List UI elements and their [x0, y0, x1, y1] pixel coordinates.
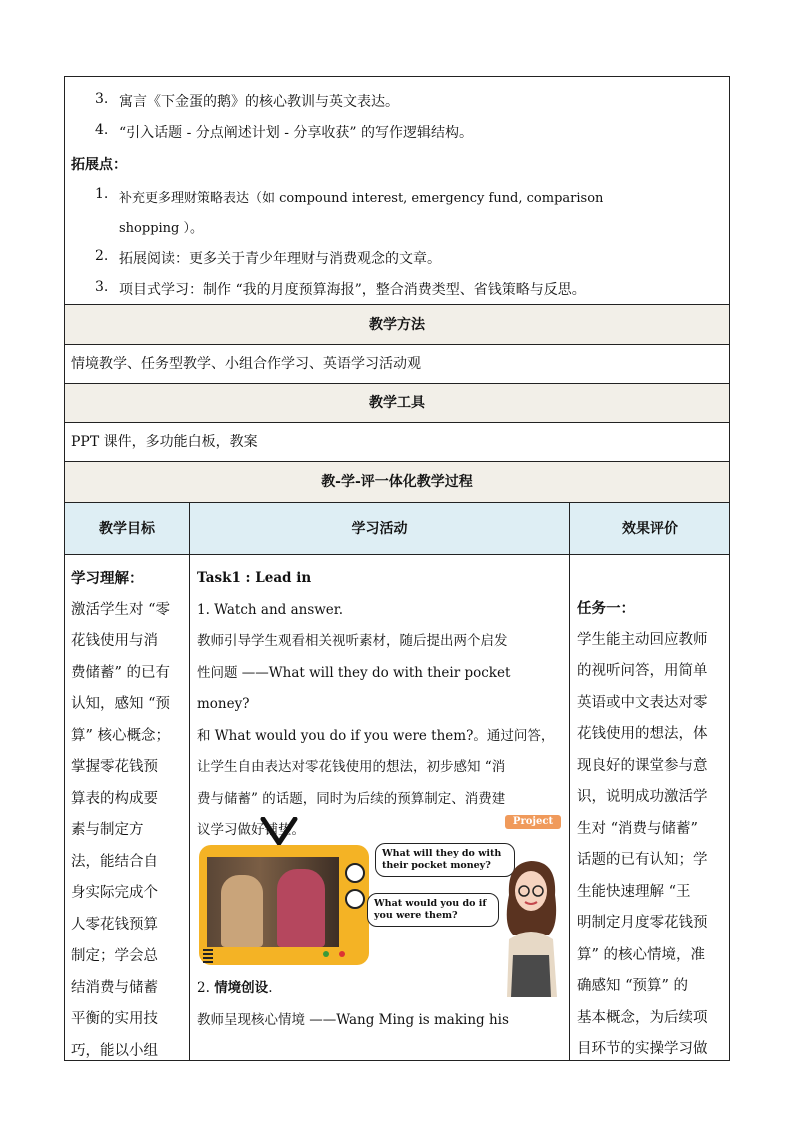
- activity-para-line: 性问题 ——What will they do with their pocket money?: [197, 664, 511, 712]
- step2-tail: .: [268, 980, 273, 996]
- tv-icon: [199, 845, 369, 965]
- activity-para-line: 让学生自由表达对零花钱使用的想法，初步感知 “消: [197, 759, 506, 775]
- activity-para-line: 教师引导学生观看相关视听素材，随后提出两个启发: [197, 633, 508, 649]
- eval-line: 英语或中文表达对零: [577, 694, 708, 711]
- lead-in-illustration: [199, 815, 554, 995]
- goal-line: 花钱使用与消: [71, 633, 158, 649]
- tools-content: PPT 课件，多功能白板，教案: [71, 434, 258, 450]
- goal-line: 算” 核心概念；: [71, 727, 171, 744]
- eval-line: 基本概念，为后续项: [577, 1009, 708, 1026]
- eval-title: 任务一：: [577, 600, 635, 617]
- goal-line: 巧，能以小组: [71, 1042, 158, 1059]
- activity-para-line: 费与储蓄” 的话题，同时为后续的预算制定、消费建: [197, 790, 506, 807]
- goal-line: 算表的构成要: [71, 790, 158, 807]
- tools-title: 教学工具: [369, 395, 425, 411]
- methods-content-row: [65, 344, 729, 383]
- methods-content: 情境教学、任务型教学、小组合作学习、英语学习活动观: [71, 356, 421, 372]
- tools-header: [65, 383, 729, 422]
- eval-line: 的视听问答，用简单: [577, 663, 708, 679]
- extension-3: 项目式学习：制作 “我的月度预算海报”，整合消费类型、省钱策略与反思。: [119, 282, 586, 298]
- step1-title: 1. Watch and answer.: [197, 601, 344, 618]
- eval-line: 学生能主动回应教师: [577, 631, 708, 648]
- eval-line: 现良好的课堂参与意: [577, 757, 708, 774]
- eval-line: 算” 的核心情境，准: [577, 946, 706, 963]
- key-point-4: “引入话题 - 分点阐述计划 - 分享收获” 的写作逻辑结构。: [119, 125, 474, 141]
- goal-column: [71, 563, 185, 1061]
- goal-line: 费储蓄” 的已有: [71, 664, 171, 681]
- goal-line: 法，能结合自: [71, 853, 158, 870]
- process-title: 教-学-评一体化教学过程: [321, 474, 473, 490]
- goal-line: 平衡的实用技: [71, 1011, 158, 1027]
- header-activity: 学习活动: [351, 521, 408, 537]
- goal-line: 结消费与储蓄: [71, 979, 158, 996]
- tools-content-row: [65, 422, 729, 461]
- key-point-4-num: 4.: [95, 122, 109, 138]
- eval-line: 生能快速理解 “王: [577, 883, 691, 900]
- goal-line: 身实际完成个: [71, 885, 158, 901]
- tv-knob-icon: [345, 863, 365, 883]
- extension-2-num: 2.: [95, 248, 109, 264]
- goal-line: 素与制定方: [71, 822, 144, 838]
- process-header: [65, 461, 729, 502]
- activity-para-line: 和 What would you do if you were them?。通过问答，: [197, 727, 555, 744]
- extension-3-num: 3.: [95, 279, 109, 295]
- goal-line: 认知，感知 “预: [71, 696, 171, 712]
- goal-line: 激活学生对 “零: [71, 601, 171, 618]
- task1-title: Task1 : Lead in: [197, 570, 312, 586]
- tv-knob-icon: [345, 889, 365, 909]
- header-evaluation: 效果评价: [622, 521, 678, 537]
- goal-line: 掌握零花钱预: [71, 759, 158, 775]
- key-point-3-num: 3.: [95, 91, 109, 107]
- step2-label: 情境创设: [214, 980, 269, 996]
- extension-1-line2: shopping ）。: [119, 221, 203, 236]
- video-still: [207, 857, 339, 947]
- eval-line: 目环节的实操学习做: [577, 1041, 708, 1057]
- extension-2: 拓展阅读：更多关于青少年理财与消费观念的文章。: [119, 251, 441, 267]
- header-goal: 教学目标: [99, 521, 155, 537]
- extension-title: 拓展点：: [71, 157, 127, 173]
- activity-last-line: 教师呈现核心情境 ——Wang Ming is making his: [197, 1011, 509, 1028]
- extension-1-num: 1.: [95, 186, 109, 202]
- eval-line: 花钱使用的想法，体: [577, 726, 708, 742]
- goal-line: 人零花钱预算: [71, 916, 158, 933]
- methods-header: [65, 304, 729, 344]
- lesson-plan-table: [64, 76, 730, 1061]
- methods-title: 教学方法: [369, 317, 425, 333]
- eval-line: 生对 “消费与储蓄”: [577, 820, 698, 837]
- speech-bubble-2: What would you do if you were them?: [367, 893, 499, 927]
- activity-para-line: 议学习做好铺垫。: [197, 822, 305, 838]
- teacher-avatar-icon: [499, 855, 563, 997]
- project-tag: Project: [505, 815, 561, 829]
- extension-1-line1: 补充更多理财策略表达（如 compound interest, emergency fund, comparison: [119, 191, 604, 206]
- eval-line: 明制定月度零花钱预: [577, 915, 708, 931]
- tv-antenna-icon: [259, 817, 299, 847]
- speech-bubble-1: What will they do with their pocket money?: [375, 843, 515, 877]
- process-column-headers: [65, 502, 729, 554]
- eval-line: 确感知 “预算” 的: [577, 978, 689, 994]
- eval-line: 话题的已有认知；学: [577, 852, 708, 868]
- key-points-row: [65, 77, 729, 304]
- step2-num: 2.: [197, 980, 210, 996]
- goal-title: 学习理解：: [71, 570, 144, 587]
- activity-column: [197, 563, 565, 847]
- eval-line: 识，说明成功激活学: [577, 789, 708, 805]
- goal-line: 制定；学会总: [71, 948, 158, 964]
- key-point-3: 寓言《下金蛋的鹅》的核心教训与英文表达。: [119, 94, 399, 110]
- evaluation-column: [577, 593, 727, 1061]
